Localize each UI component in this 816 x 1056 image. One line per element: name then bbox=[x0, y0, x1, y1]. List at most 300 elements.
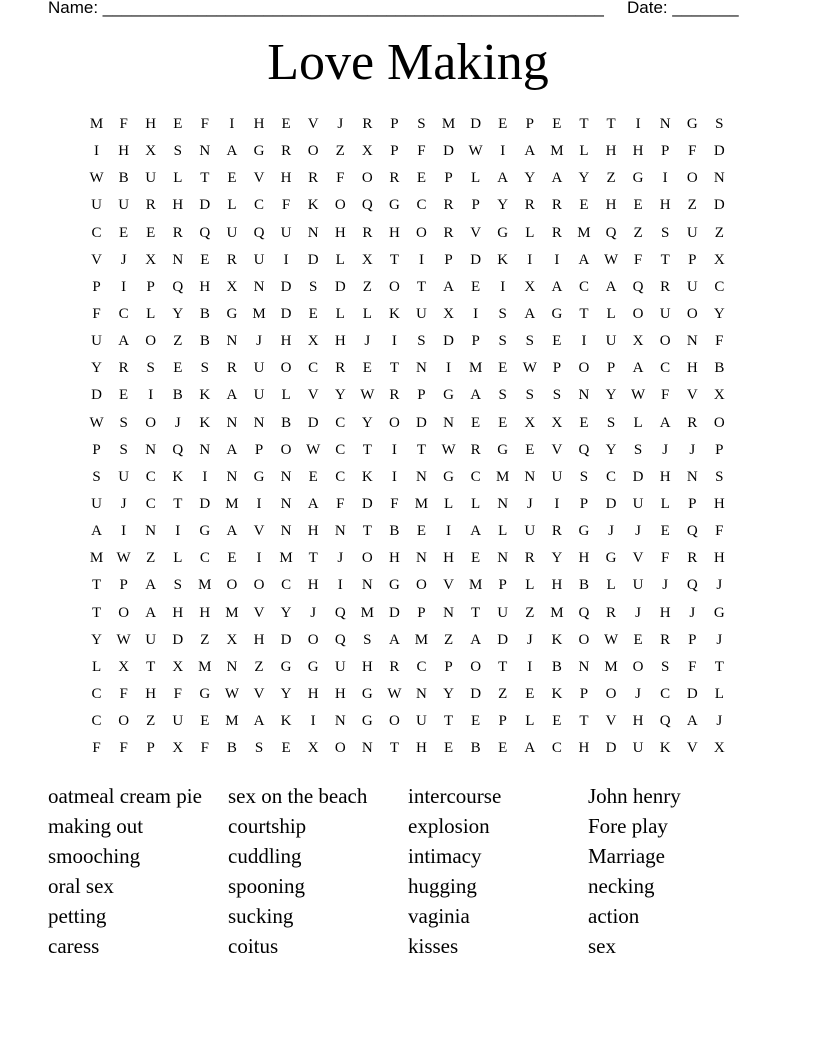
grid-letter: C bbox=[714, 278, 725, 295]
grid-letter: Z bbox=[443, 631, 454, 648]
grid-letter: G bbox=[361, 686, 373, 703]
grid-letter: R bbox=[551, 197, 562, 214]
grid-letter: Y bbox=[91, 360, 102, 377]
grid-row bbox=[83, 627, 733, 654]
word-bank-item: John henry bbox=[588, 784, 681, 808]
grid-letter: C bbox=[660, 686, 671, 703]
grid-letter: P bbox=[390, 143, 399, 160]
grid-letter: X bbox=[172, 740, 184, 757]
grid-letter: A bbox=[524, 143, 536, 160]
grid-letter: J bbox=[689, 441, 696, 458]
grid-letter: X bbox=[307, 333, 319, 350]
grid-letter: A bbox=[659, 414, 671, 431]
grid-letter: Q bbox=[605, 224, 617, 241]
grid-letter: Q bbox=[632, 278, 644, 295]
grid-letter: E bbox=[525, 686, 535, 703]
grid-letter: A bbox=[145, 604, 157, 621]
grid-letter: A bbox=[470, 523, 482, 540]
grid-letter: S bbox=[417, 116, 426, 133]
grid-letter: E bbox=[579, 197, 589, 214]
grid-letter: I bbox=[391, 441, 397, 458]
grid-letter: W bbox=[116, 550, 131, 567]
grid-letter: D bbox=[388, 604, 400, 621]
grid-letter: S bbox=[200, 360, 210, 377]
grid-letter: E bbox=[552, 333, 562, 350]
grid-row bbox=[83, 274, 733, 301]
grid-letter: R bbox=[551, 523, 562, 540]
grid-row bbox=[83, 708, 733, 735]
grid-letter: F bbox=[336, 170, 345, 187]
grid-letter: B bbox=[389, 523, 400, 540]
grid-letter: V bbox=[253, 170, 265, 187]
grid-letter: O bbox=[388, 278, 400, 295]
grid-letter: D bbox=[280, 278, 292, 295]
grid-letter: Z bbox=[362, 278, 372, 295]
grid-letter: E bbox=[552, 116, 562, 133]
grid-letter: E bbox=[416, 170, 427, 187]
grid-letter: N bbox=[497, 496, 509, 513]
grid-letter: F bbox=[661, 550, 670, 567]
grid-letter: P bbox=[688, 496, 697, 513]
grid-letter: N bbox=[280, 496, 292, 513]
grid-letter: H bbox=[334, 686, 346, 703]
grid-letter: G bbox=[199, 523, 211, 540]
grid-letter: R bbox=[443, 224, 454, 241]
grid-letter: P bbox=[661, 143, 670, 160]
grid-letter: X bbox=[118, 658, 130, 675]
grid-letter: O bbox=[307, 143, 319, 160]
grid-letter: J bbox=[716, 631, 723, 648]
grid-letter: N bbox=[416, 550, 427, 567]
grid-letter: L bbox=[606, 577, 616, 594]
grid-letter: P bbox=[688, 251, 697, 268]
grid-letter: W bbox=[116, 631, 131, 648]
grid-letter: N bbox=[226, 468, 238, 485]
grid-letter: P bbox=[525, 116, 534, 133]
grid-letter: H bbox=[632, 713, 644, 730]
grid-letter: X bbox=[524, 414, 536, 431]
grid-letter: O bbox=[361, 550, 373, 567]
grid-letter: D bbox=[91, 387, 102, 404]
grid-letter: J bbox=[689, 604, 696, 621]
grid-letter: A bbox=[226, 143, 238, 160]
grid-letter: B bbox=[199, 333, 210, 350]
grid-letter: N bbox=[416, 686, 427, 703]
grid-letter: L bbox=[173, 550, 183, 567]
grid-letter: U bbox=[280, 224, 292, 241]
grid-letter: F bbox=[715, 523, 724, 540]
grid-letter: N bbox=[443, 414, 454, 431]
grid-letter: J bbox=[120, 496, 127, 513]
grid-letter: M bbox=[496, 468, 510, 485]
grid-letter: E bbox=[633, 197, 643, 214]
grid-row bbox=[83, 545, 733, 572]
word-bank-item: sex on the beach bbox=[228, 784, 368, 808]
grid-letter: G bbox=[361, 713, 373, 730]
grid-letter: P bbox=[417, 604, 426, 621]
grid-letter: V bbox=[253, 686, 265, 703]
grid-letter: A bbox=[524, 306, 536, 323]
grid-letter: Q bbox=[361, 197, 373, 214]
grid-letter: E bbox=[200, 713, 210, 730]
grid-letter: R bbox=[551, 224, 562, 241]
grid-letter: X bbox=[145, 143, 157, 160]
grid-letter: R bbox=[470, 441, 481, 458]
grid-letter: L bbox=[579, 143, 589, 160]
grid-letter: G bbox=[713, 604, 725, 621]
grid-letter: L bbox=[633, 414, 643, 431]
grid-letter: I bbox=[121, 278, 127, 295]
grid-letter: N bbox=[578, 658, 590, 675]
grid-letter: N bbox=[713, 170, 725, 187]
grid-letter: H bbox=[578, 550, 590, 567]
grid-letter: U bbox=[118, 468, 130, 485]
grid-letter: N bbox=[334, 713, 346, 730]
grid-letter: I bbox=[256, 550, 262, 567]
grid-letter: N bbox=[307, 224, 319, 241]
grid-letter: R bbox=[308, 170, 319, 187]
grid-letter: T bbox=[308, 550, 318, 567]
grid-letter: U bbox=[253, 360, 265, 377]
grid-row bbox=[83, 247, 733, 274]
grid-letter: W bbox=[306, 441, 321, 458]
grid-letter: K bbox=[280, 713, 292, 730]
grid-letter: W bbox=[603, 251, 619, 268]
grid-letter: T bbox=[498, 658, 508, 675]
grid-letter: R bbox=[362, 116, 373, 133]
grid-letter: O bbox=[416, 224, 427, 241]
grid-letter: P bbox=[92, 441, 101, 458]
grid-letter: A bbox=[497, 170, 509, 187]
grid-letter: N bbox=[578, 387, 590, 404]
grid-letter: M bbox=[89, 550, 104, 567]
grid-letter: S bbox=[173, 577, 182, 594]
grid-letter: U bbox=[145, 170, 157, 187]
grid-letter: E bbox=[173, 360, 183, 377]
grid-row bbox=[83, 572, 733, 599]
grid-letter: W bbox=[468, 143, 483, 160]
grid-letter: U bbox=[253, 387, 265, 404]
grid-row bbox=[83, 301, 733, 328]
grid-letter: C bbox=[578, 278, 589, 295]
grid-letter: T bbox=[91, 604, 102, 621]
grid-letter: A bbox=[253, 713, 265, 730]
grid-letter: E bbox=[579, 414, 589, 431]
grid-letter: E bbox=[633, 631, 643, 648]
grid-letter: R bbox=[606, 604, 617, 621]
grid-letter: P bbox=[390, 116, 399, 133]
word-bank-item: smooching bbox=[48, 844, 141, 868]
grid-letter: O bbox=[145, 414, 157, 431]
grid-letter: S bbox=[552, 387, 562, 404]
grid-letter: T bbox=[389, 740, 399, 757]
grid-letter: T bbox=[714, 658, 724, 675]
grid-letter: C bbox=[91, 224, 102, 241]
grid-letter: U bbox=[226, 224, 238, 241]
grid-letter: A bbox=[551, 278, 563, 295]
grid-letter: N bbox=[199, 143, 211, 160]
grid-letter: Z bbox=[146, 550, 156, 567]
grid-letter: H bbox=[388, 550, 400, 567]
grid-letter: E bbox=[471, 278, 481, 295]
grid-row bbox=[83, 491, 733, 518]
grid-letter: O bbox=[416, 577, 427, 594]
grid-letter: N bbox=[226, 333, 238, 350]
grid-letter: T bbox=[389, 360, 399, 377]
grid-letter: L bbox=[173, 170, 183, 187]
grid-letter: D bbox=[713, 143, 725, 160]
grid-letter: S bbox=[579, 468, 589, 485]
grid-letter: G bbox=[388, 577, 400, 594]
grid-letter: T bbox=[362, 441, 372, 458]
grid-letter: U bbox=[334, 658, 346, 675]
grid-letter: X bbox=[443, 306, 454, 323]
grid-letter: O bbox=[388, 414, 400, 431]
grid-letter: U bbox=[659, 306, 671, 323]
grid-letter: V bbox=[470, 224, 482, 241]
grid-letter: U bbox=[497, 604, 509, 621]
grid-letter: T bbox=[443, 713, 454, 730]
grid-letter: H bbox=[551, 577, 563, 594]
grid-letter: R bbox=[524, 550, 535, 567]
grid-letter: G bbox=[443, 387, 454, 404]
grid-letter: J bbox=[310, 604, 317, 621]
grid-letter: K bbox=[551, 686, 563, 703]
grid-letter: O bbox=[307, 631, 319, 648]
grid-letter: U bbox=[416, 713, 427, 730]
grid-letter: G bbox=[307, 658, 319, 675]
grid-letter: D bbox=[470, 251, 482, 268]
grid-letter: L bbox=[227, 197, 237, 214]
grid-letter: T bbox=[660, 251, 670, 268]
grid-letter: D bbox=[199, 197, 211, 214]
grid-letter: Z bbox=[606, 170, 616, 187]
grid-letter: D bbox=[470, 686, 482, 703]
grid-letter: S bbox=[417, 333, 426, 350]
grid-letter: F bbox=[200, 116, 210, 133]
grid-letter: V bbox=[632, 550, 644, 567]
grid-letter: S bbox=[661, 224, 670, 241]
grid-letter: H bbox=[659, 197, 671, 214]
grid-letter: E bbox=[498, 740, 508, 757]
grid-letter: H bbox=[145, 686, 157, 703]
grid-letter: G bbox=[388, 197, 400, 214]
grid-letter: K bbox=[361, 468, 373, 485]
grid-letter: L bbox=[335, 306, 345, 323]
grid-letter: O bbox=[632, 306, 644, 323]
grid-letter: I bbox=[554, 496, 560, 513]
grid-letter: G bbox=[199, 686, 211, 703]
grid-letter: Q bbox=[578, 441, 590, 458]
grid-letter: Y bbox=[551, 550, 563, 567]
grid-letter: U bbox=[686, 224, 698, 241]
grid-letter: D bbox=[307, 251, 319, 268]
grid-letter: P bbox=[471, 197, 480, 214]
grid-letter: C bbox=[335, 468, 346, 485]
grid-letter: Q bbox=[686, 523, 698, 540]
grid-letter: A bbox=[605, 278, 617, 295]
grid-letter: Z bbox=[335, 143, 345, 160]
grid-letter: T bbox=[471, 604, 481, 621]
grid-letter: D bbox=[605, 496, 617, 513]
grid-row bbox=[83, 518, 733, 545]
grid-letter: H bbox=[118, 143, 130, 160]
grid-row bbox=[83, 464, 733, 491]
grid-letter: F bbox=[119, 686, 128, 703]
word-bank-item: spooning bbox=[228, 874, 306, 898]
grid-letter: O bbox=[659, 333, 671, 350]
grid-letter: R bbox=[226, 360, 237, 377]
grid-letter: A bbox=[388, 631, 400, 648]
grid-letter: G bbox=[443, 468, 454, 485]
grid-letter: N bbox=[280, 468, 292, 485]
grid-letter: C bbox=[335, 414, 346, 431]
grid-letter: B bbox=[226, 740, 237, 757]
grid-letter: H bbox=[416, 740, 427, 757]
grid-letter: M bbox=[225, 713, 239, 730]
grid-letter: R bbox=[389, 387, 400, 404]
grid-letter: X bbox=[361, 251, 373, 268]
grid-letter: L bbox=[525, 577, 535, 594]
grid-letter: M bbox=[414, 631, 429, 648]
grid-letter: I bbox=[283, 251, 289, 268]
grid-letter: Y bbox=[497, 197, 509, 214]
grid-letter: B bbox=[199, 306, 210, 323]
grid-letter: F bbox=[92, 740, 101, 757]
grid-letter: D bbox=[172, 631, 184, 648]
grid-letter: H bbox=[280, 333, 292, 350]
grid-letter: P bbox=[146, 740, 155, 757]
grid-letter: H bbox=[443, 550, 454, 567]
grid-letter: L bbox=[91, 658, 102, 675]
grid-letter: G bbox=[686, 116, 698, 133]
grid-row bbox=[83, 437, 733, 464]
grid-letter: A bbox=[91, 523, 102, 540]
grid-letter: W bbox=[631, 387, 646, 404]
grid-letter: P bbox=[552, 360, 562, 377]
page-title: Love Making bbox=[267, 34, 549, 91]
grid-letter: K bbox=[551, 631, 563, 648]
grid-letter: E bbox=[498, 414, 508, 431]
grid-letter: E bbox=[308, 468, 318, 485]
grid-letter: E bbox=[308, 306, 318, 323]
word-bank-item: explosion bbox=[408, 814, 490, 838]
grid-letter: X bbox=[226, 631, 238, 648]
grid-letter: Q bbox=[199, 224, 211, 241]
grid-letter: J bbox=[526, 496, 533, 513]
grid-letter: S bbox=[498, 333, 507, 350]
grid-letter: P bbox=[444, 170, 453, 187]
grid-letter: W bbox=[522, 360, 537, 377]
word-column bbox=[408, 781, 588, 961]
grid-letter: U bbox=[91, 197, 102, 214]
grid-letter: U bbox=[686, 278, 698, 295]
grid-letter: E bbox=[227, 170, 237, 187]
grid-letter: P bbox=[254, 441, 264, 458]
grid-letter: H bbox=[713, 496, 725, 513]
grid-letter: Y bbox=[605, 387, 617, 404]
grid-letter: P bbox=[119, 577, 128, 594]
grid-letter: S bbox=[119, 441, 128, 458]
grid-letter: O bbox=[388, 713, 400, 730]
grid-letter: D bbox=[199, 496, 211, 513]
grid-letter: Y bbox=[443, 686, 454, 703]
grid-letter: D bbox=[416, 414, 427, 431]
grid-letter: Z bbox=[633, 224, 643, 241]
word-bank-item: petting bbox=[48, 904, 107, 928]
grid-letter: N bbox=[253, 414, 265, 431]
grid-letter: H bbox=[334, 333, 346, 350]
grid-letter: L bbox=[471, 496, 481, 513]
grid-letter: T bbox=[416, 441, 427, 458]
grid-letter: C bbox=[606, 468, 617, 485]
grid-letter: Q bbox=[172, 441, 184, 458]
grid-letter: H bbox=[334, 224, 346, 241]
grid-letter: J bbox=[526, 631, 533, 648]
grid-letter: O bbox=[253, 577, 265, 594]
grid-letter: F bbox=[661, 387, 670, 404]
grid-letter: Z bbox=[687, 197, 697, 214]
grid-letter: D bbox=[605, 740, 617, 757]
grid-letter: S bbox=[308, 278, 318, 295]
grid-letter: C bbox=[551, 740, 562, 757]
grid-row bbox=[83, 111, 733, 138]
grid-letter: S bbox=[661, 658, 670, 675]
grid-letter: B bbox=[578, 577, 589, 594]
grid-letter: F bbox=[715, 333, 724, 350]
grid-letter: N bbox=[497, 550, 509, 567]
grid-letter: P bbox=[579, 496, 589, 513]
grid-row bbox=[83, 138, 733, 165]
grid-letter: W bbox=[387, 686, 402, 703]
grid-letter: G bbox=[253, 468, 265, 485]
grid-letter: O bbox=[145, 333, 157, 350]
grid-letter: Q bbox=[172, 278, 184, 295]
grid-letter: I bbox=[446, 523, 452, 540]
grid-letter: G bbox=[497, 224, 509, 241]
grid-letter: Q bbox=[334, 631, 346, 648]
grid-letter: T bbox=[146, 658, 156, 675]
grid-letter: O bbox=[280, 360, 292, 377]
grid-letter: N bbox=[524, 468, 536, 485]
grid-letter: A bbox=[443, 278, 454, 295]
grid-letter: H bbox=[253, 631, 265, 648]
grid-letter: Q bbox=[334, 604, 346, 621]
grid-letter: T bbox=[200, 170, 210, 187]
grid-letter: S bbox=[498, 306, 507, 323]
grid-letter: V bbox=[253, 523, 265, 540]
grid-letter: S bbox=[715, 116, 724, 133]
grid-letter: V bbox=[605, 713, 617, 730]
grid-letter: E bbox=[200, 251, 210, 268]
grid-letter: S bbox=[525, 387, 534, 404]
grid-letter: N bbox=[686, 333, 698, 350]
grid-letter: G bbox=[280, 658, 292, 675]
grid-letter: R bbox=[172, 224, 183, 241]
grid-letter: K bbox=[172, 468, 184, 485]
grid-letter: G bbox=[605, 550, 617, 567]
grid-letter: T bbox=[579, 713, 589, 730]
grid-letter: T bbox=[362, 523, 372, 540]
grid-letter: P bbox=[498, 577, 507, 594]
grid-letter: U bbox=[172, 713, 184, 730]
grid-letter: J bbox=[662, 577, 669, 594]
grid-letter: C bbox=[335, 441, 346, 458]
grid-letter: I bbox=[662, 170, 668, 187]
grid-letter: N bbox=[361, 740, 373, 757]
grid-letter: Y bbox=[524, 170, 536, 187]
grid-letter: N bbox=[199, 441, 211, 458]
